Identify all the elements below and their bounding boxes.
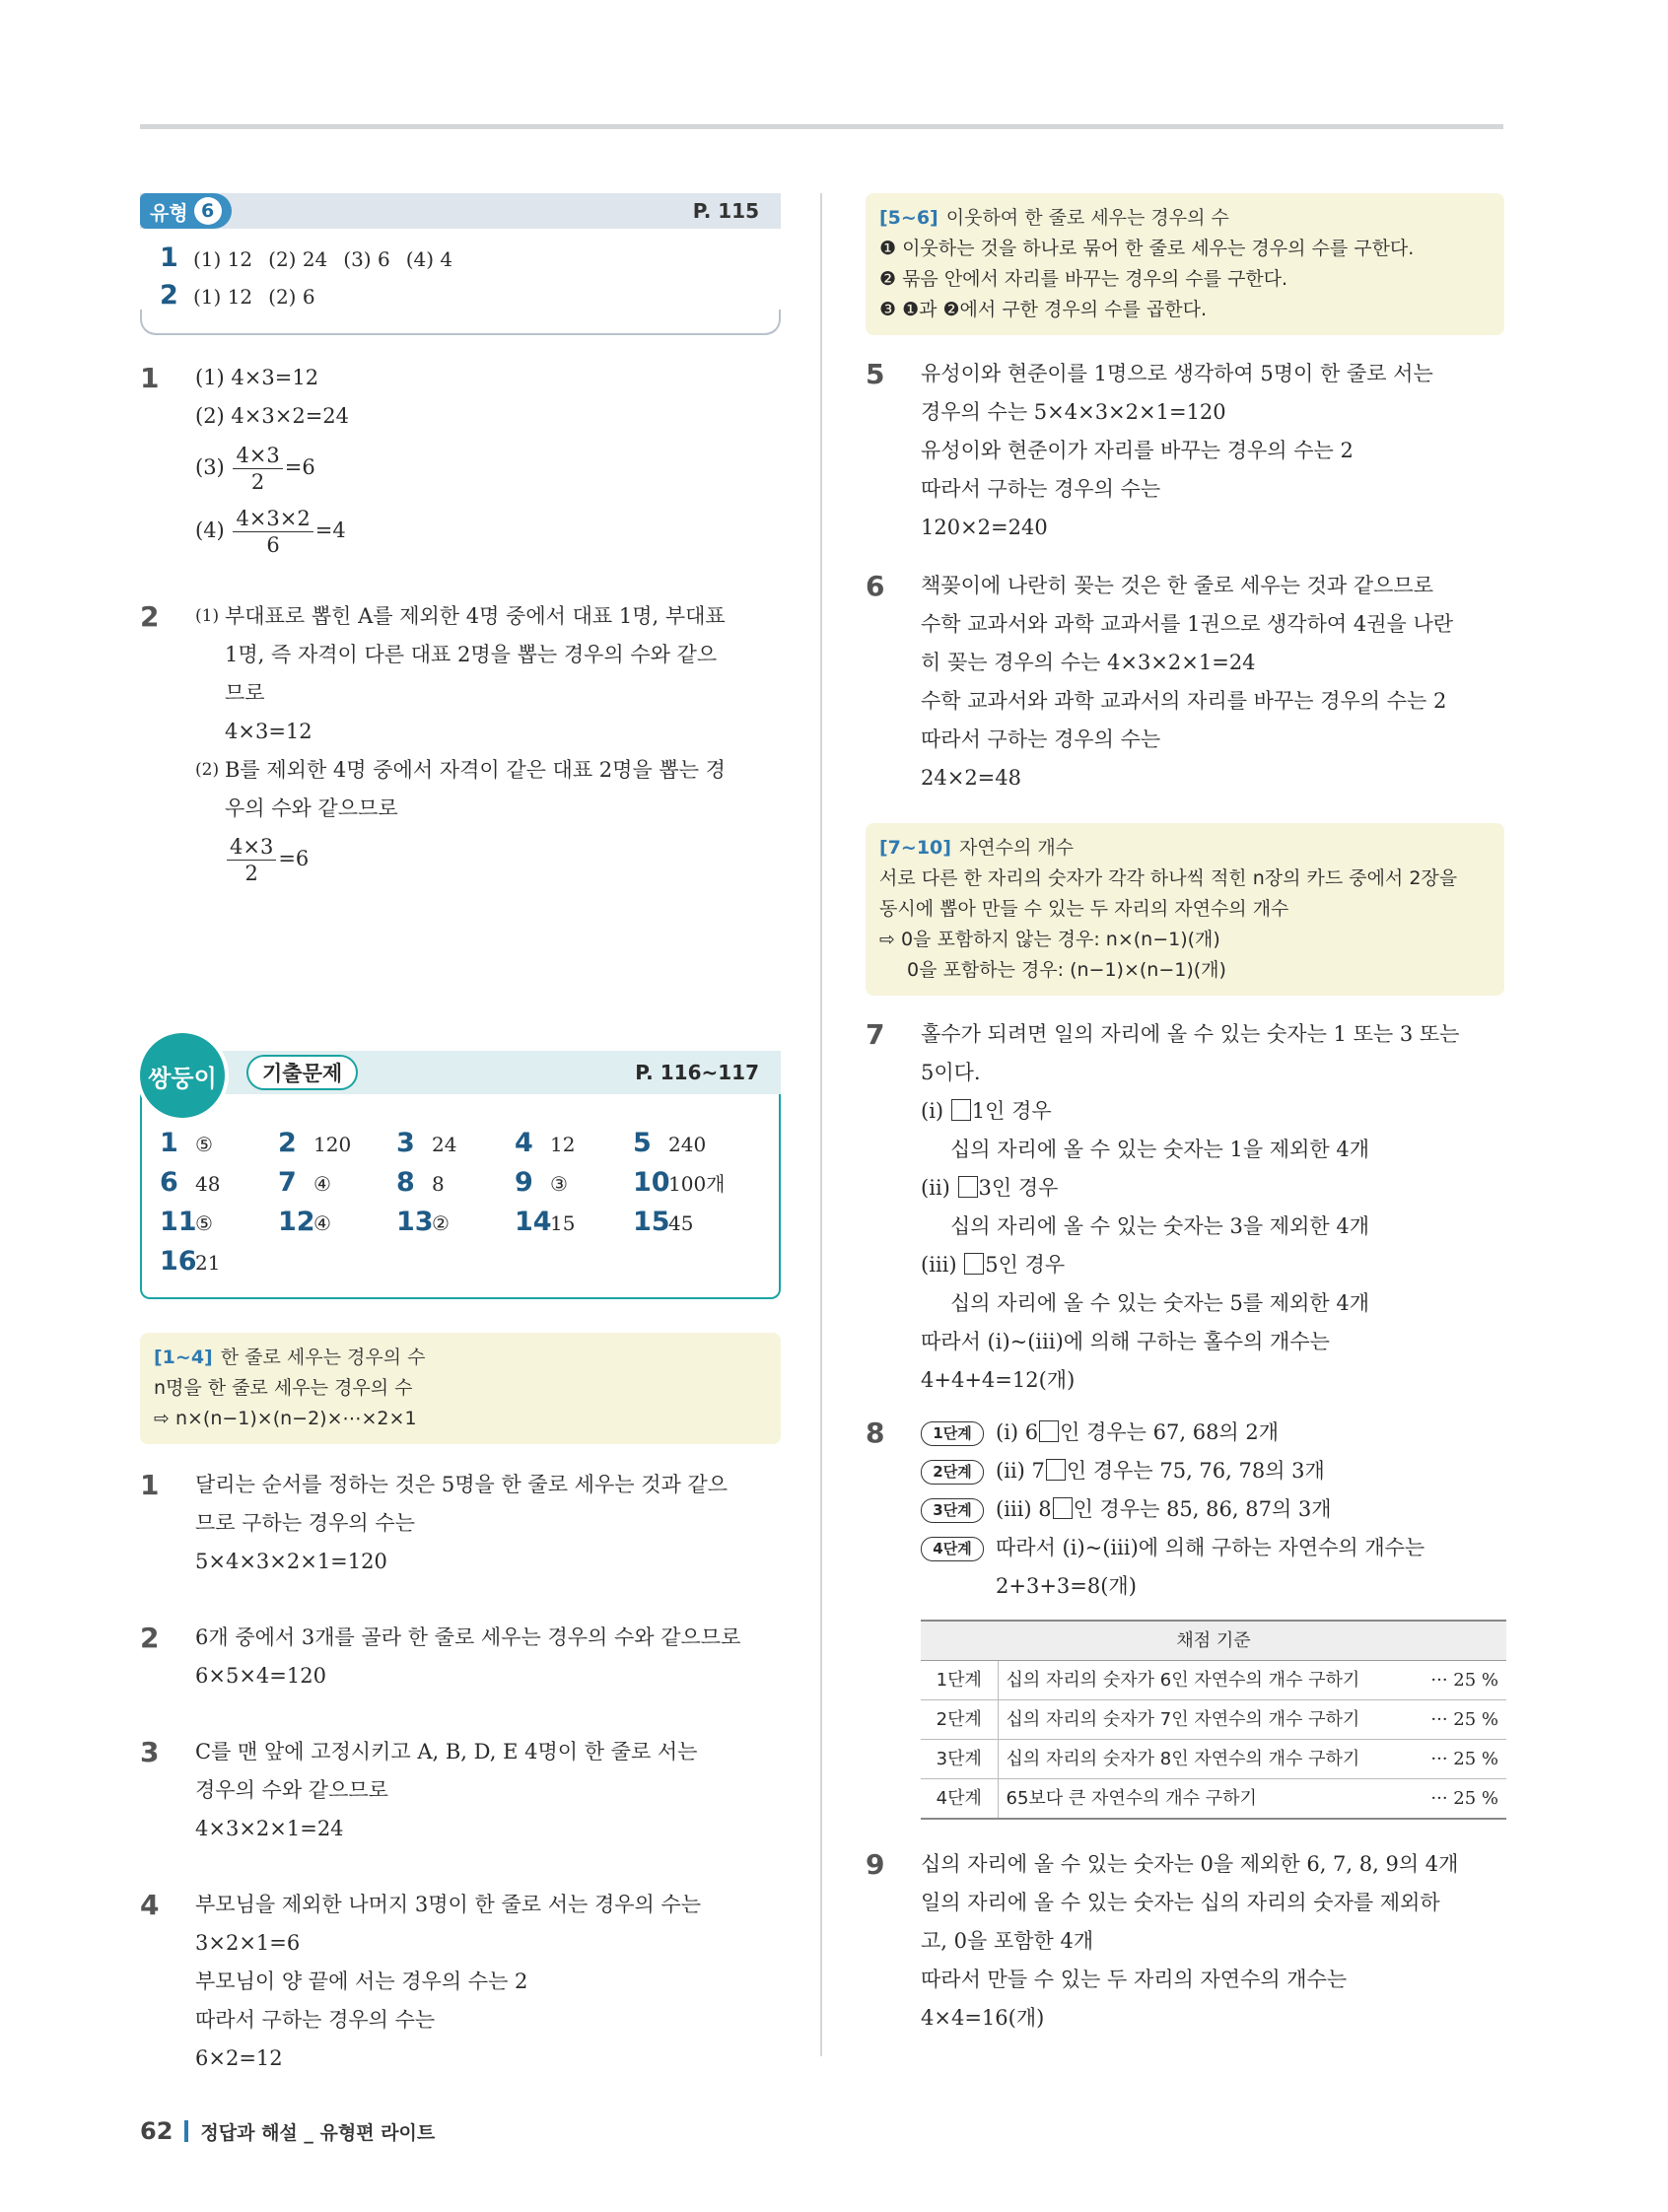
solution-line: 유성이와 현준이가 자리를 바꾸는 경우의 수는 2 (921, 439, 1354, 462)
answer-cell (278, 1128, 396, 1165)
scoring-table-header: 채점 기준 (921, 1621, 1506, 1661)
page-number: 62 (140, 2117, 174, 2145)
solution-number: 1 (140, 362, 160, 394)
blank-box-icon (1053, 1497, 1073, 1519)
answer-number: 1 (160, 1128, 178, 1158)
solution-2-b (140, 1619, 781, 1695)
table-cell: 1단계 (921, 1661, 998, 1700)
step-tag: 1단계 (921, 1421, 984, 1446)
solution-line (195, 436, 781, 499)
tip-line: ⇨ 0을 포함하지 않는 경우: n×(n−1)(개) (879, 929, 1220, 950)
solution-line: 4×3=12 (225, 720, 313, 743)
fraction-numerator: 4×3 (233, 443, 282, 469)
sub-label: (1) (195, 606, 220, 626)
table-cell: 3단계 (921, 1740, 998, 1779)
ssangdungi-badge: 쌍둥이 (140, 1033, 225, 1118)
answer-part: (3) 6 (343, 247, 390, 271)
step-text: 인 경우는 75, 76, 78의 3개 (1066, 1459, 1325, 1483)
solution-line: 일의 자리에 올 수 있는 숫자는 십의 자리의 숫자를 제외하 (921, 1891, 1440, 1914)
solution-line: 따라서 구하는 경우의 수는 (921, 727, 1161, 751)
step-text: (ⅰ) 6 (996, 1420, 1039, 1444)
table-row (921, 1700, 1506, 1740)
solution-line: 므로 구하는 경우의 수는 (195, 1511, 415, 1535)
fraction (233, 506, 313, 558)
answer-number: 11 (160, 1207, 197, 1237)
answer-value: 12 (550, 1133, 576, 1156)
answer-part: (1) 12 (193, 247, 253, 271)
tip-line: 서로 다른 한 자리의 숫자가 각각 하나씩 적힌 n장의 카드 중에서 2장을 (879, 867, 1458, 889)
answer-cell (515, 1128, 633, 1165)
table-cell: 65보다 큰 자연수의 개수 구하기 (998, 1779, 1418, 1820)
solution-line: 1명, 즉 자격이 다른 대표 2명을 뽑는 경우의 수와 같으 (225, 643, 718, 666)
solution-line: 유성이와 현준이를 1명으로 생각하여 5명이 한 줄로 서는 (921, 362, 1433, 385)
footer-divider (184, 2120, 188, 2142)
page-ref: P. 115 (692, 199, 759, 223)
answer-number: 8 (396, 1167, 415, 1198)
solution-number: 3 (140, 1736, 160, 1768)
solution-line (195, 499, 781, 562)
solution-line: 십의 자리에 올 수 있는 숫자는 1을 제외한 4개 (950, 1138, 1369, 1161)
solution-line: 십의 자리에 올 수 있는 숫자는 5를 제외한 4개 (950, 1291, 1369, 1315)
answer-value: ④ (313, 1211, 331, 1235)
solution-line: 24×2=48 (921, 766, 1021, 790)
solution-line: 5×4×3×2×1=120 (195, 1550, 387, 1573)
solution-line: 6×5×4=120 (195, 1664, 326, 1688)
case-text: 5인 경우 (985, 1253, 1066, 1277)
solution-line: 십의 자리에 올 수 있는 숫자는 3을 제외한 4개 (950, 1214, 1369, 1238)
tip-box-1-4 (140, 1333, 781, 1444)
type-number: 6 (194, 197, 222, 225)
solution-line: 경우의 수는 5×4×3×2×1=120 (921, 400, 1226, 424)
answer-value: 48 (195, 1172, 221, 1196)
answer-value: ⑤ (195, 1133, 213, 1156)
solution-number: 7 (866, 1018, 885, 1051)
answer-number: 6 (160, 1167, 178, 1198)
solution-line: (1) 4×3=12 (195, 366, 319, 389)
solution-8 (866, 1414, 1504, 1820)
step-line (921, 1490, 1506, 1529)
answer-number: 15 (633, 1207, 670, 1237)
answer-value: 120 (313, 1133, 352, 1156)
solution-line: 수학 교과서와 과학 교과서를 1권으로 생각하여 4권을 나란 (921, 612, 1454, 636)
answer-value: ⑤ (195, 1211, 213, 1235)
answer-number: 2 (278, 1128, 297, 1158)
answer-number: 7 (278, 1167, 297, 1198)
solution-line: 따라서 만들 수 있는 두 자리의 자연수의 개수는 (921, 1968, 1348, 1991)
solution-line: 3×2×1=6 (195, 1931, 301, 1955)
tip-title: 한 줄로 세우는 경우의 수 (220, 1347, 426, 1368)
solution-number: 4 (140, 1889, 160, 1921)
tip-line: ❷ 묶음 안에서 자리를 바꾸는 경우의 수를 구한다. (879, 268, 1288, 290)
solution-3-b (140, 1733, 781, 1848)
answer-number: 13 (396, 1207, 434, 1237)
answer-number: 3 (396, 1128, 415, 1158)
fraction-denominator: 2 (250, 470, 265, 494)
case-text: 3인 경우 (978, 1176, 1059, 1200)
solution-5 (866, 355, 1504, 547)
solution-number: 1 (140, 1469, 160, 1501)
solution-line: C를 맨 앞에 고정시키고 A, B, D, E 4명이 한 줄로 서는 (195, 1740, 698, 1763)
step-text: (ⅱ) 7 (996, 1459, 1045, 1483)
answer-cell (278, 1167, 396, 1205)
fraction-result: =4 (314, 518, 346, 542)
tip-line: ⇨ n×(n−1)×(n−2)×⋯×2×1 (154, 1408, 417, 1429)
answer-value: 24 (432, 1133, 457, 1156)
answer-number: 16 (160, 1246, 197, 1277)
tip-tag: [5~6] (879, 207, 938, 229)
answer-cell (633, 1128, 751, 1165)
tip-title: 자연수의 개수 (958, 837, 1075, 859)
answer-cell (278, 1207, 396, 1244)
scoring-table (921, 1620, 1506, 1820)
tip-line: n명을 한 줄로 세우는 경우의 수 (154, 1377, 413, 1399)
tip-tag: [1~4] (154, 1347, 213, 1368)
answer-number: 12 (278, 1207, 315, 1237)
solution-line: 달리는 순서를 정하는 것은 5명을 한 줄로 세우는 것과 같으 (195, 1473, 729, 1496)
answer-value: 240 (668, 1133, 707, 1156)
ssangdungi-header (140, 1033, 781, 1118)
step-line (921, 1414, 1506, 1452)
answer-cell (633, 1207, 751, 1244)
solution-line: 5이다. (921, 1061, 981, 1084)
solution-number: 2 (140, 600, 160, 633)
answer-value: ③ (550, 1172, 568, 1196)
solution-line: 부대표로 뽑힌 A를 제외한 4명 중에서 대표 1명, 부대표 (225, 604, 726, 628)
answer-cell (396, 1167, 515, 1205)
solution-line: 부모님을 제외한 나머지 3명이 한 줄로 서는 경우의 수는 (195, 1893, 702, 1916)
answer-part: (2) 24 (268, 247, 328, 271)
solution-line: 홀수가 되려면 일의 자리에 올 수 있는 숫자는 1 또는 3 또는 (921, 1022, 1460, 1046)
table-cell: ··· 25 % (1418, 1779, 1506, 1820)
answer-number: 5 (633, 1128, 652, 1158)
ssangdungi-label: 기출문제 (246, 1055, 358, 1090)
table-cell: 십의 자리의 숫자가 6인 자연수의 개수 구하기 (998, 1661, 1418, 1700)
blank-box-icon (1039, 1420, 1059, 1442)
sub-label: (4) (195, 518, 225, 542)
solution-line: 우의 수와 같으므로 (225, 796, 398, 820)
case-text: 1인 경우 (971, 1099, 1052, 1123)
solution-1 (140, 359, 781, 562)
answer-value: ④ (313, 1172, 331, 1196)
table-row (921, 1661, 1506, 1700)
solution-line: 부모님이 양 끝에 서는 경우의 수는 2 (195, 1970, 528, 1993)
fraction-numerator: 4×3 (227, 834, 276, 861)
answer-value: 21 (195, 1251, 221, 1275)
answer-value: 45 (668, 1211, 694, 1235)
blank-box-icon (958, 1176, 978, 1198)
tip-box-7-10 (866, 823, 1504, 996)
solution-1-b (140, 1466, 781, 1581)
solution-line (195, 828, 781, 889)
fraction-denominator: 2 (244, 862, 258, 885)
page-footer (140, 2117, 435, 2145)
answer-value: 8 (432, 1172, 445, 1196)
table-cell: ··· 25 % (1418, 1740, 1506, 1779)
fraction-result: =6 (284, 455, 315, 479)
step-tag: 2단계 (921, 1460, 984, 1485)
answer-row (160, 280, 779, 317)
table-cell: 4단계 (921, 1779, 998, 1820)
solution-line: 120×2=240 (921, 516, 1048, 539)
type-badge (140, 193, 232, 229)
step-line (921, 1452, 1506, 1490)
tip-title: 이웃하여 한 줄로 세우는 경우의 수 (945, 207, 1229, 229)
solution-9 (866, 1845, 1504, 2038)
case-label: (ⅲ) (921, 1253, 957, 1277)
solution-number: 2 (140, 1622, 160, 1654)
solution-line: 6개 중에서 3개를 골라 한 줄로 세우는 경우의 수와 같으므로 (195, 1625, 741, 1649)
answer-cell (160, 1207, 278, 1244)
top-rule (140, 124, 1503, 129)
answer-cell (633, 1167, 751, 1205)
solution-7 (866, 1015, 1504, 1400)
answer-value: 15 (550, 1211, 576, 1235)
answer-cell (515, 1207, 633, 1244)
answer-part: (2) 6 (268, 285, 315, 309)
ssangdungi-answer-grid (160, 1128, 779, 1283)
answer-cell (515, 1167, 633, 1205)
step-text: (ⅲ) 8 (996, 1497, 1052, 1521)
solution-line: 경우의 수와 같으므로 (195, 1778, 388, 1802)
solution-line: 6×2=12 (195, 2046, 283, 2070)
solution-line: 따라서 구하는 경우의 수는 (921, 477, 1161, 501)
solution-line: 책꽂이에 나란히 꽂는 것은 한 줄로 세우는 것과 같으므로 (921, 574, 1433, 597)
answer-part: (1) 12 (193, 285, 253, 309)
blank-box-icon (964, 1253, 984, 1275)
solution-line: 므로 (225, 681, 265, 705)
step-tag: 4단계 (921, 1537, 984, 1561)
solution-line: (2) 4×3×2=24 (195, 404, 350, 428)
fraction-result: =6 (278, 847, 310, 870)
table-cell: 십의 자리의 숫자가 7인 자연수의 개수 구하기 (998, 1700, 1418, 1740)
answer-cell (160, 1128, 278, 1165)
answer-number: 1 (160, 242, 178, 273)
case-label: (ⅰ) (921, 1099, 944, 1123)
solution-2 (140, 597, 781, 889)
solution-number: 8 (866, 1417, 885, 1449)
solution-number: 6 (866, 570, 885, 602)
tip-box-5-6 (866, 193, 1504, 335)
solution-number: 9 (866, 1848, 885, 1881)
footer-text: 정답과 해설 _ 유형편 라이트 (200, 2121, 436, 2144)
answer-number: 14 (515, 1207, 552, 1237)
solution-6 (866, 567, 1504, 797)
answer-cell (160, 1167, 278, 1205)
answer-value: ② (432, 1211, 450, 1235)
table-cell: ··· 25 % (1418, 1661, 1506, 1700)
left-column (140, 193, 781, 2078)
solution-line: 4+4+4=12(개) (921, 1368, 1076, 1392)
answer-cell (396, 1207, 515, 1244)
solution-line: 히 꽂는 경우의 수는 4×3×2×1=24 (921, 651, 1256, 674)
type-label: 유형 (150, 200, 188, 225)
answer-cell (160, 1246, 278, 1283)
right-column (866, 193, 1504, 2038)
tip-line: 동시에 뽑아 만들 수 있는 두 자리의 자연수의 개수 (879, 898, 1289, 920)
answer-value: 100개 (668, 1172, 726, 1196)
step-text: 따라서 (ⅰ)~(ⅲ)에 의해 구하는 자연수의 개수는 (996, 1536, 1425, 1559)
step-text: 인 경우는 67, 68의 2개 (1060, 1420, 1280, 1444)
solution-line: 따라서 (ⅰ)~(ⅲ)에 의해 구하는 홀수의 개수는 (921, 1330, 1330, 1353)
sub-label: (2) (195, 760, 220, 780)
answer-cell (396, 1128, 515, 1165)
step-tag: 3단계 (921, 1498, 984, 1523)
step-text: 인 경우는 85, 86, 87의 3개 (1073, 1497, 1332, 1521)
answer-number: 2 (160, 280, 178, 311)
tip-line: ❶ 이웃하는 것을 하나로 묶어 한 줄로 세우는 경우의 수를 구한다. (879, 238, 1415, 259)
table-cell: ··· 25 % (1418, 1700, 1506, 1740)
solution-line: B를 제외한 4명 중에서 자격이 같은 대표 2명을 뽑는 경 (225, 758, 726, 782)
answer-row (160, 242, 779, 280)
tip-line: 0을 포함하는 경우: (n−1)×(n−1)(개) (907, 959, 1226, 981)
type-header (140, 193, 781, 229)
sub-label: (3) (195, 455, 225, 479)
solution-number: 5 (866, 358, 885, 390)
solution-line: 4×3×2×1=24 (195, 1817, 344, 1840)
blank-box-icon (1046, 1459, 1066, 1481)
fraction-numerator: 4×3×2 (233, 506, 313, 532)
solution-4-b (140, 1886, 781, 2078)
step-result: 2+3+3=8(개) (996, 1574, 1137, 1598)
ssangdungi-page-ref: P. 116~117 (635, 1061, 759, 1084)
tip-tag: [7~10] (879, 837, 951, 859)
fraction (233, 443, 282, 495)
answer-number: 9 (515, 1167, 533, 1198)
column-divider (820, 193, 822, 2056)
answer-number: 4 (515, 1128, 533, 1158)
answer-number: 10 (633, 1167, 670, 1198)
answer-part: (4) 4 (405, 247, 453, 271)
step-line (921, 1529, 1506, 1567)
table-cell: 십의 자리의 숫자가 8인 자연수의 개수 구하기 (998, 1740, 1418, 1779)
solution-line: 따라서 구하는 경우의 수는 (195, 2008, 436, 2032)
case-label: (ⅱ) (921, 1176, 950, 1200)
ssangdungi-answer-box (140, 1092, 781, 1299)
solution-line: 십의 자리에 올 수 있는 숫자는 0을 제외한 6, 7, 8, 9의 4개 (921, 1852, 1459, 1876)
solution-line: 고, 0을 포함한 4개 (921, 1929, 1094, 1953)
fraction (227, 834, 276, 886)
solution-line: 수학 교과서와 과학 교과서의 자리를 바꾸는 경우의 수는 2 (921, 689, 1447, 713)
table-row (921, 1779, 1506, 1820)
table-row (921, 1740, 1506, 1779)
fraction-denominator: 6 (266, 533, 280, 557)
tip-line: ❸ ❶과 ❷에서 구한 경우의 수를 곱한다. (879, 299, 1207, 320)
blank-box-icon (951, 1099, 971, 1121)
solution-line: 4×4=16(개) (921, 2006, 1045, 2030)
table-cell: 2단계 (921, 1700, 998, 1740)
answer-box (140, 229, 781, 335)
